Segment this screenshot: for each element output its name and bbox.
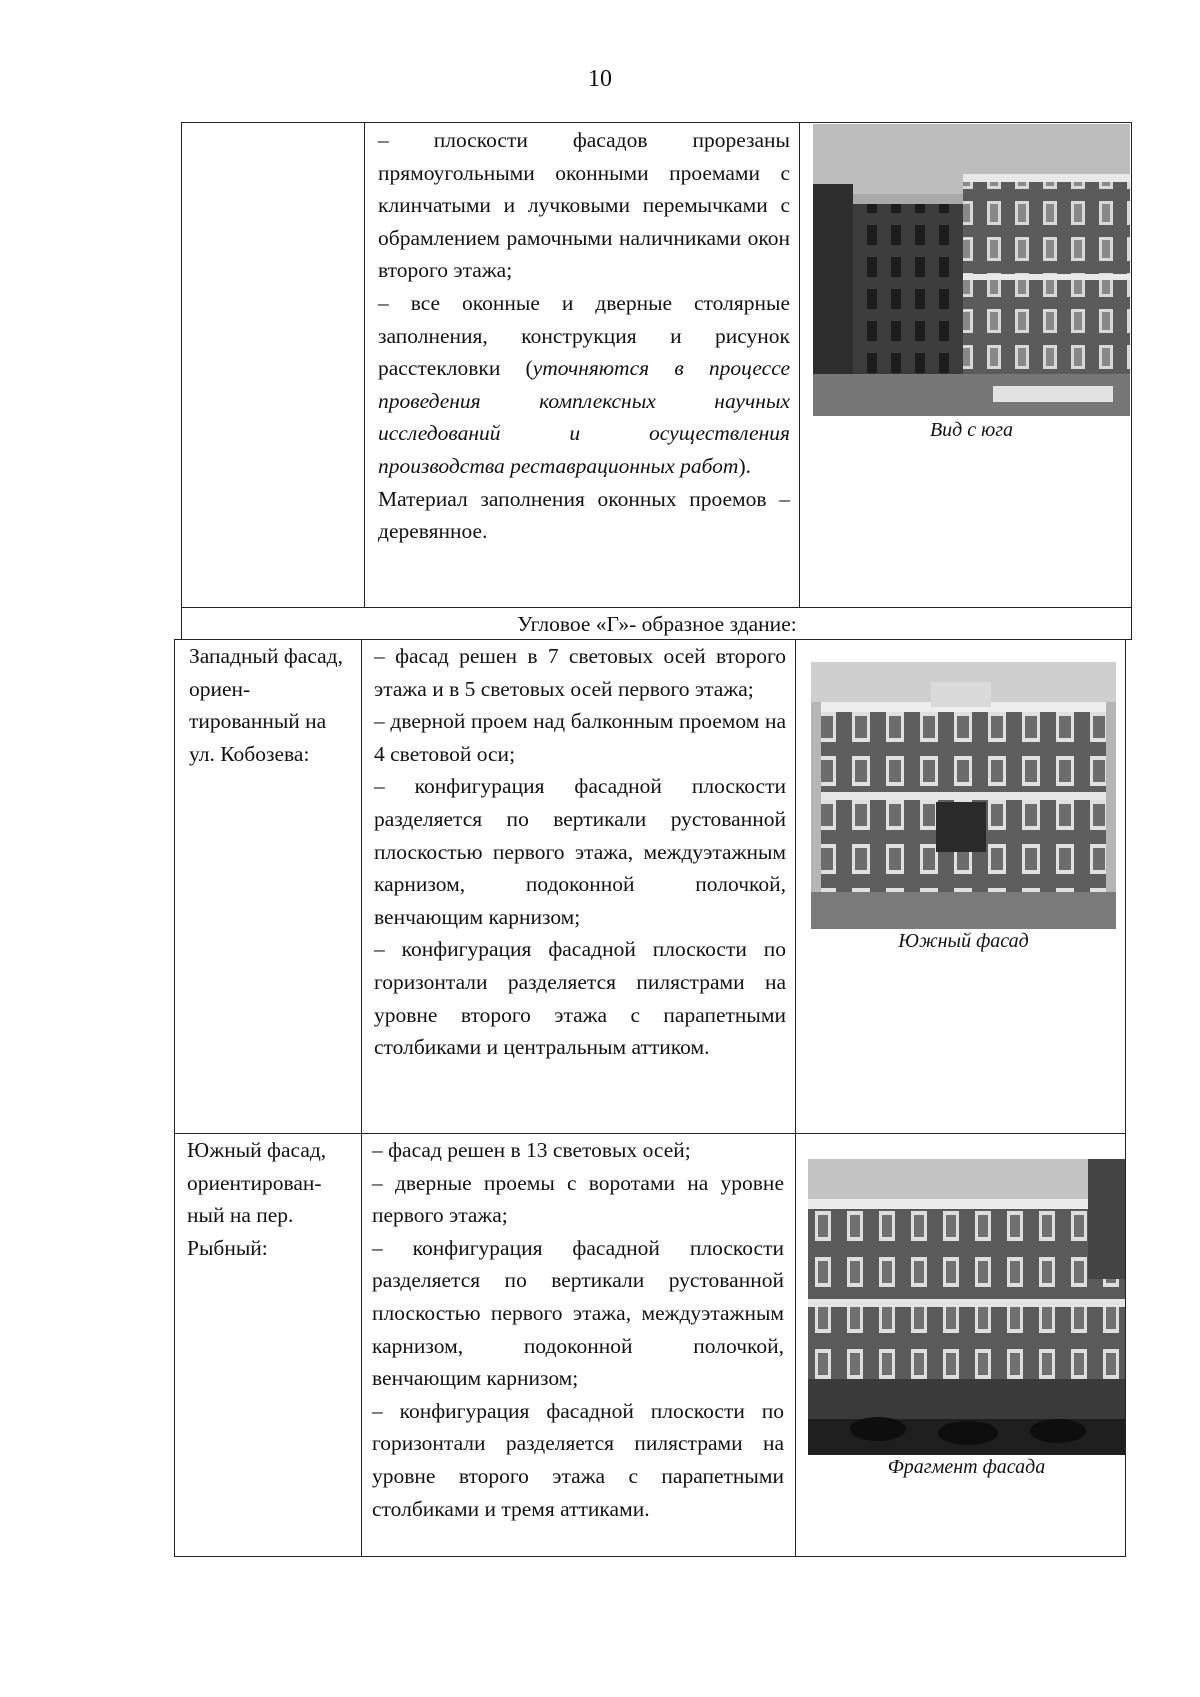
table-top-divider-1 bbox=[364, 122, 365, 608]
row1-paragraph-1: – плоскости фасадов прорезаны прямоугольными оконными проемами с клинчатыми и лучковыми перемычками с обрамлением рамочными наличниками окон второго этажа; bbox=[378, 128, 790, 283]
row1-description bbox=[378, 124, 790, 548]
row1-paragraph-3: Материал заполнения оконных проемов – деревянное. bbox=[378, 486, 790, 544]
row2-paragraph-1: – фасад решен в 7 световых осей второго этажа и в 5 световых осей первого этажа; bbox=[374, 644, 786, 701]
photo-south-view bbox=[813, 124, 1130, 416]
table-bottom-divider-1 bbox=[361, 639, 362, 1557]
row1-paragraph-2-italic: уточняются в процессе проведения комплексных научных исследований и осуществления производства реставрационных работ bbox=[378, 356, 790, 478]
table-bottom-divider-2 bbox=[795, 639, 796, 1557]
photo-south-view-caption: Вид с юга bbox=[929, 419, 1014, 441]
row3-description bbox=[372, 1134, 784, 1525]
photo-south-facade-caption: Южный фасад bbox=[898, 930, 1029, 952]
page-number: 10 bbox=[588, 66, 612, 92]
row1-paragraph-2-end: ). bbox=[738, 453, 751, 478]
row2-paragraph-3: – конфигурация фасадной плоскости разделяется по вертикали рустованной плоскостью первого этажа, междуэтажным карнизом, подоконной полочкой, венчающим карнизом; bbox=[374, 774, 786, 929]
row1-paragraph-2-start: – все оконные и дверные столярные заполнения, конструкция и рисунок расстекловки ( bbox=[378, 290, 790, 381]
row3-paragraph-1: – фасад решен в 13 световых осей; bbox=[372, 1138, 691, 1162]
row3-paragraph-4: – конфигурация фасадной плоскости по горизонтали разделяется пилястрами на уровне второго этажа с парапетными столбиками и тремя аттиками. bbox=[372, 1398, 784, 1521]
table-top-divider-2 bbox=[799, 122, 800, 608]
row2-paragraph-4: – конфигурация фасадной плоскости по горизонтали разделяется пилястрами на уровне второго этажа с парапетными столбиками и центральным аттиком. bbox=[374, 937, 786, 1060]
row2-description bbox=[374, 640, 786, 1064]
row3-paragraph-2: – дверные проемы с воротами на уровне первого этажа; bbox=[372, 1170, 784, 1228]
row3-paragraph-3: – конфигурация фасадной плоскости разделяется по вертикали рустованной плоскостью первого этажа, междуэтажным карнизом, подоконной полочкой, венчающим карнизом; bbox=[372, 1235, 784, 1391]
row3-label: Южный фасад, ориентирован-ный на пер. Рыбный: bbox=[187, 1138, 327, 1260]
row2-label: Западный фасад, ориен-тированный на ул. Кобозева: bbox=[189, 644, 343, 766]
photo-facade-fragment bbox=[808, 1159, 1125, 1455]
row1-paragraph-2 bbox=[378, 287, 790, 483]
row2-paragraph-2: – дверной проем над балконным проемом на 4 световой оси; bbox=[374, 709, 786, 766]
section-title: Угловое «Г»- образное здание: bbox=[517, 612, 797, 636]
photo-facade-fragment-caption: Фрагмент фасада bbox=[887, 1456, 1046, 1478]
photo-south-facade bbox=[811, 662, 1116, 929]
